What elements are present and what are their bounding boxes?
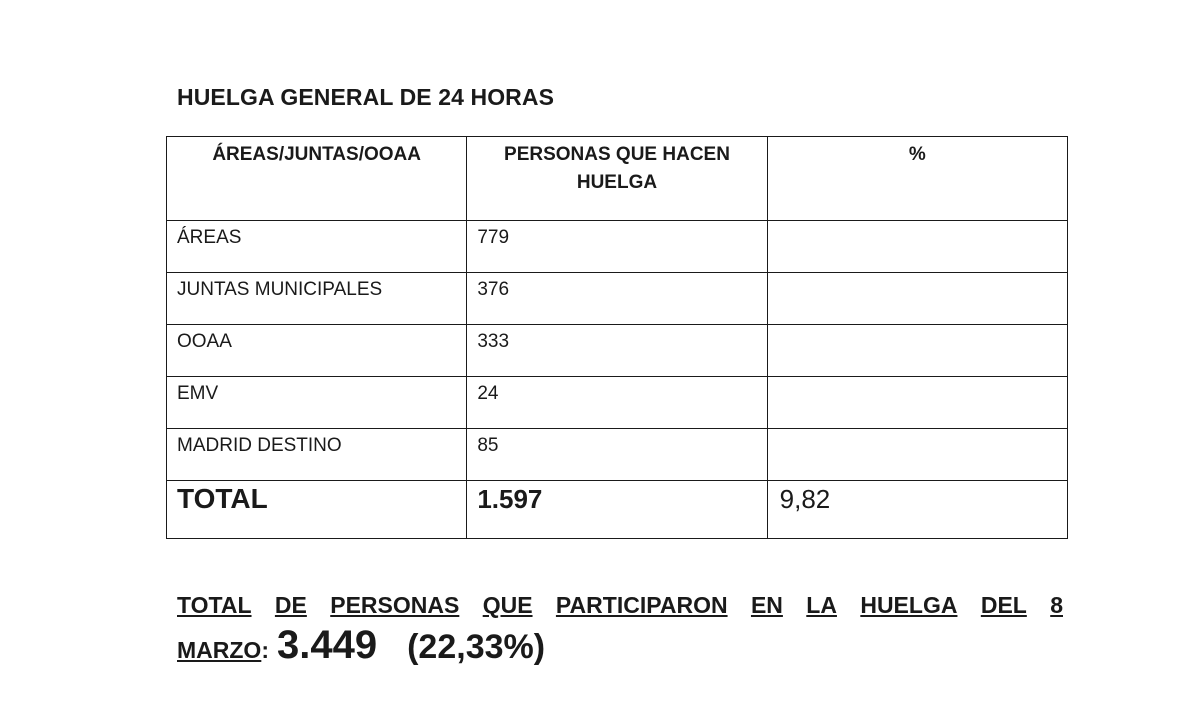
summary-word: EN <box>750 592 783 618</box>
summary-word: LA <box>806 592 837 618</box>
summary-word: PARTICIPARON <box>555 592 728 618</box>
cell-personas: 779 <box>467 221 767 273</box>
summary-percent: (22,33%) <box>407 628 546 666</box>
summary-prefix: MARZO <box>177 637 262 663</box>
strike-table <box>166 136 1068 539</box>
cell-personas: 376 <box>467 273 767 325</box>
header-personas: PERSONAS QUE HACEN HUELGA <box>467 137 767 221</box>
table-row <box>167 429 1068 481</box>
cell-percent <box>767 325 1067 377</box>
header-percent: % <box>767 137 1067 221</box>
summary-word: HUELGA <box>860 592 958 618</box>
summary-block <box>177 590 1063 677</box>
total-label: TOTAL <box>167 481 467 539</box>
cell-area: ÁREAS <box>167 221 467 273</box>
cell-percent <box>767 221 1067 273</box>
document-title: HUELGA GENERAL DE 24 HORAS <box>177 84 555 110</box>
table-row <box>167 325 1068 377</box>
cell-area: JUNTAS MUNICIPALES <box>167 273 467 325</box>
table-row <box>167 377 1068 429</box>
cell-personas: 85 <box>467 429 767 481</box>
summary-values-line <box>177 622 1063 677</box>
table-row <box>167 273 1068 325</box>
summary-word: TOTAL <box>177 592 252 618</box>
summary-word: QUE <box>482 592 533 618</box>
cell-percent <box>767 273 1067 325</box>
cell-area: EMV <box>167 377 467 429</box>
cell-percent <box>767 429 1067 481</box>
header-areas: ÁREAS/JUNTAS/OOAA <box>167 137 467 221</box>
summary-word: DE <box>274 592 307 618</box>
summary-colon: : <box>261 637 269 663</box>
cell-area: MADRID DESTINO <box>167 429 467 481</box>
cell-area: OOAA <box>167 325 467 377</box>
summary-word: PERSONAS <box>330 592 460 618</box>
summary-heading <box>177 590 1063 620</box>
cell-percent <box>767 377 1067 429</box>
summary-word: DEL <box>980 592 1027 618</box>
summary-total: 3.449 <box>277 623 378 667</box>
cell-personas: 24 <box>467 377 767 429</box>
cell-personas: 333 <box>467 325 767 377</box>
table-header-row <box>167 137 1068 221</box>
total-percent: 9,82 <box>767 481 1067 539</box>
table-row <box>167 221 1068 273</box>
total-personas: 1.597 <box>467 481 767 539</box>
summary-word: 8 <box>1050 592 1063 618</box>
table-total-row <box>167 481 1068 539</box>
